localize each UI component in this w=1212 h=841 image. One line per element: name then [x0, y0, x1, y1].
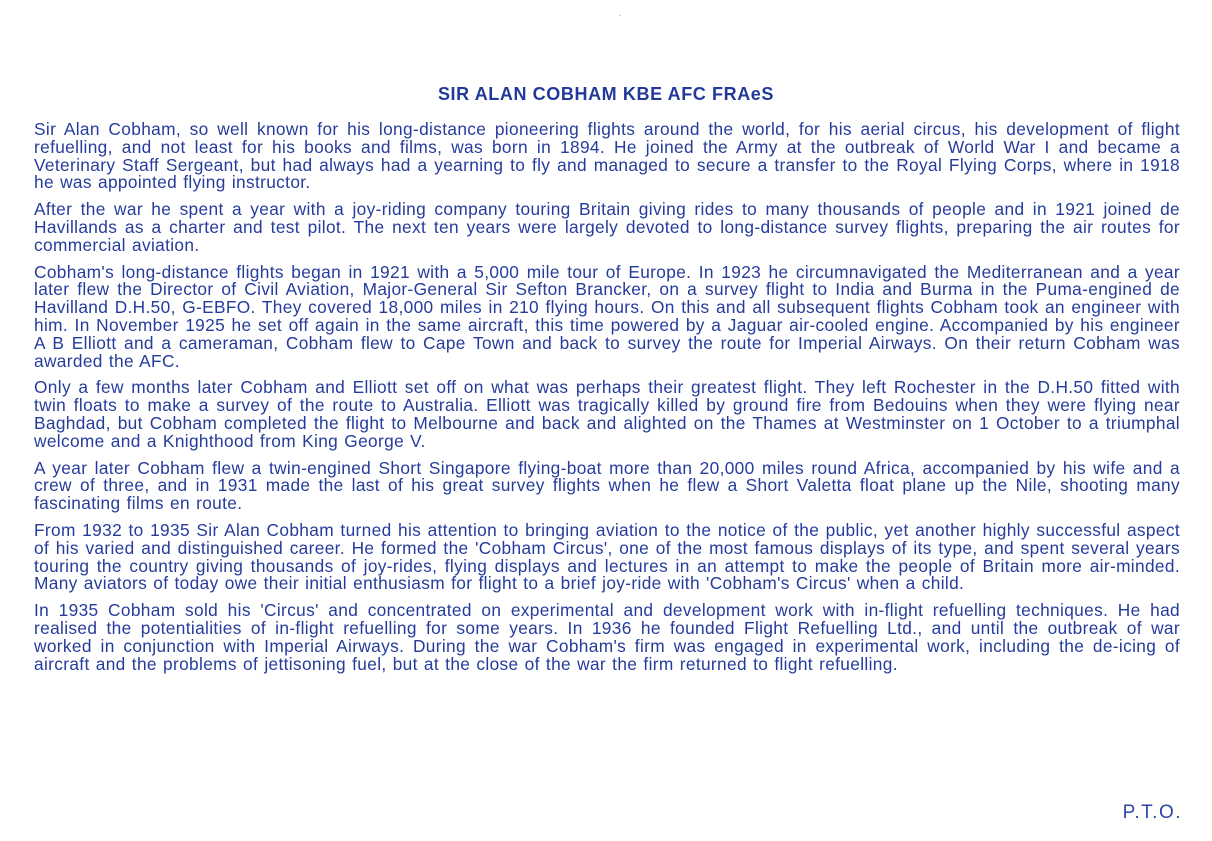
page-title: SIR ALAN COBHAM KBE AFC FRAeS [437, 84, 775, 104]
paragraph-africa-flight: A year later Cobham flew a twin-engined Short Singapore flying-boat more than 20,000 miles round Africa, accompanied by his wife and a crew of three, and in 1931 made the last of his great survey flights when he flew a Short Valetta float plane up the Nile, shooting many fascinating films en route. [34, 457, 1180, 514]
paragraph-early-life: Sir Alan Cobham, so well known for his long-distance pioneering flights around the world, for his aerial circus, his development of flight refuelling, and not least for his books and films, was born in 1894. He joined the Army at the outbreak of World War I and became a Veterinary Staff Sergeant, but had always had a yearning to fly and managed to secure a transfer to the Royal Flying Corps, where in 1918 he was appointed flying instructor. [34, 119, 1180, 193]
paper-speck [619, 15, 621, 16]
paragraph-long-distance-flights: Cobham's long-distance flights began in 1921 with a 5,000 mile tour of Europe. In 1923 he circumnavigated the Mediterranean and a year later flew the Director of Civil Aviation, Major-General Sir Sefton Brancker, on a survey flight to India and Burma in the Puma-engined de Havilland D.H.50, G-EBFO. They covered 18,000 miles in 210 flying hours. On this and all subsequent flights Cobham took an engineer with him. In November 1925 he set off again in the same aircraft, this time powered by a Jaguar air-cooled engine. Accompanied by his engineer A B Elliott and a cameraman, Cobham flew to Cape Town and back to survey the route for Imperial Airways. On their return Cobham was awarded the AFC. [34, 261, 1180, 371]
paragraph-flight-refuelling: In 1935 Cobham sold his 'Circus' and concentrated on experimental and development work with in-flight refuelling techniques. He had realised the potentialities of in-flight refuelling for some years. In 1936 he founded Flight Refuelling Ltd., and until the outbreak of war worked in conjunction with Imperial Airways. During the war Cobham's firm was engaged in experimental work, including the de-icing of aircraft and the problems of jettisoning fuel, but at the close of the war the firm returned to flight refuelling. [34, 600, 1180, 674]
please-turn-over-note: P.T.O. [1122, 802, 1182, 823]
paragraph-after-war: After the war he spent a year with a joy-riding company touring Britain giving rides to many thousands of people and in 1921 joined de Havillands as a charter and test pilot. The next ten years were largely devoted to long-distance survey flights, preparing the air routes for commercial aviation. [34, 199, 1180, 255]
paragraph-australia-flight: Only a few months later Cobham and Elliott set off on what was perhaps their greatest flight. They left Rochester in the D.H.50 fitted with twin floats to make a survey of the route to Australia. Elliott was tragically killed by ground fire from Bedouins when they were flying near Baghdad, but Cobham completed the flight to Melbourne and back and alighted on the Thames at Westminster on 1 October to a triumphal welcome and a Knighthood from King George V. [34, 377, 1180, 451]
document-body [34, 121, 1180, 682]
paragraph-cobham-circus: From 1932 to 1935 Sir Alan Cobham turned his attention to bringing aviation to the notice of the public, yet another highly successful aspect of his varied and distinguished career. He formed the 'Cobham Circus', one of the most famous displays of its type, and spent several years touring the country giving thousands of joy-rides, flying displays and lectures in an attempt to make the people of Britain more air-minded. Many aviators of today owe their initial enthusiasm for flight to a brief joy-ride with 'Cobham's Circus' when a child. [34, 519, 1180, 594]
